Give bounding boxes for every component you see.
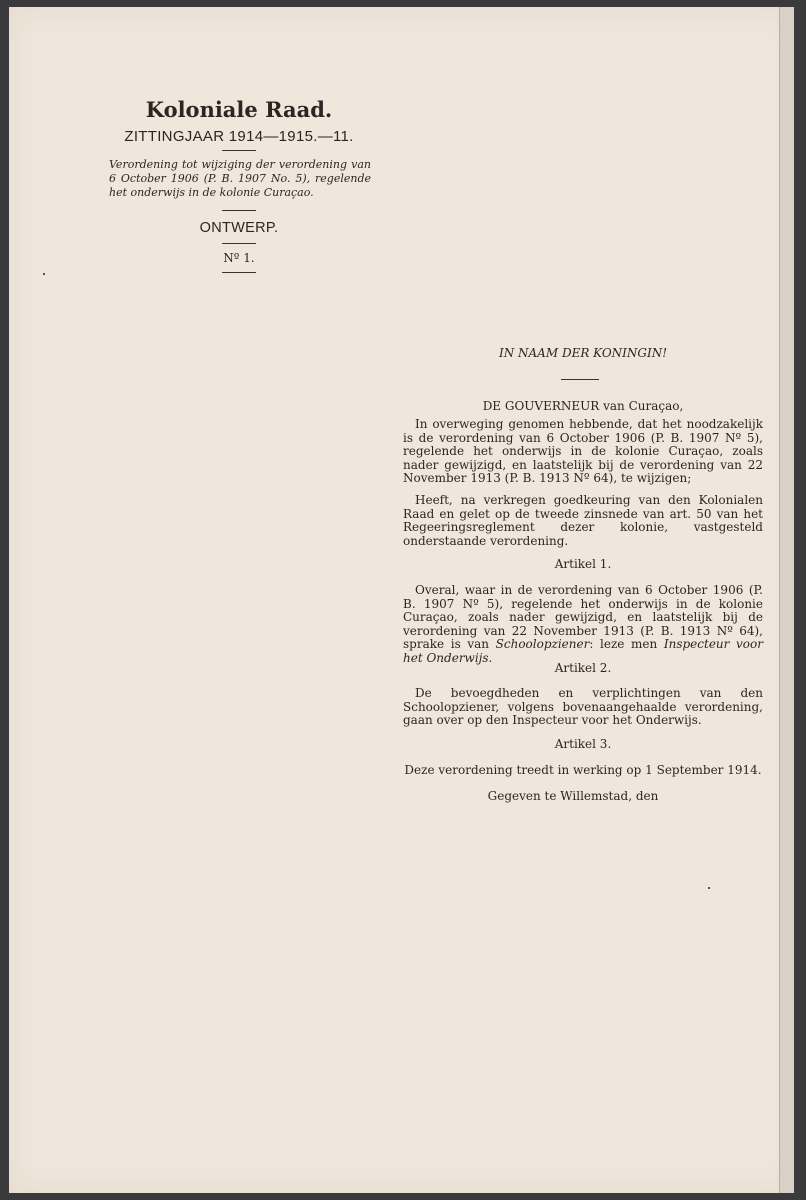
preamble: IN NAAM DER KONINGIN! [498, 346, 668, 360]
divider [222, 210, 256, 211]
session-year: ZITTINGJAAR 1914—1915.—11. [124, 128, 354, 145]
article-1-text: Overal, waar in de verordening van 6 October 1906 (P. B. 1907 Nº 5), regelende het onderwijs in de kolonie Curaçao, zoals nader gewijzigd, en laatstelijk bij de verordening van 22 November 1913 (P. B. 1913 Nº 64), sprake is van Schoolopziener: leze men Inspecteur voor het Onderwijs. [403, 583, 763, 665]
article-3-text: Deze verordening treedt in werking op 1 September 1914. [404, 763, 762, 777]
divider [222, 150, 256, 151]
ordinance-description: Verordening tot wijziging der verordening van 6 October 1906 (P. B. 1907 No. 5), regelende het onderwijs in de kolonie Curaçao. [109, 158, 371, 199]
divider [561, 379, 599, 380]
page-edge [779, 7, 794, 1193]
draft-label: ONTWERP. [199, 220, 279, 236]
approval-paragraph: Heeft, na verkregen goedkeuring van den Kolonialen Raad en gelet op de tweede zinsnede van art. 50 van het Regeeringsreglement dezer kolonie, vastgesteld onderstaande verordening. [403, 493, 763, 548]
council-title: Koloniale Raad. [145, 97, 333, 122]
governor-line: DE GOUVERNEUR van Curaçao, [482, 399, 684, 413]
considering-paragraph: In overweging genomen hebbende, dat het noodzakelijk is de verordening van 6 October 1906 (P. B. 1907 Nº 5), regelende het onderwijs in de kolonie Curaçao, zoals nader gewijzigd, en laatstelijk bij de verordening van 22 November 1913 (P. B. 1913 Nº 64), te wijzigen; [403, 417, 763, 485]
signoff-line: Gegeven te Willemstad, den [487, 789, 659, 803]
paper-speck [708, 887, 710, 889]
divider [222, 243, 256, 244]
article-2-heading: Artikel 2. [554, 661, 612, 675]
divider [222, 272, 256, 273]
paper-speck [43, 273, 45, 275]
article-2-text: De bevoegdheden en verplichtingen van den Schoolopziener, volgens bovenaangehaalde verordening, gaan over op den Inspecteur voor het Onderwijs. [403, 686, 763, 727]
article-1-heading: Artikel 1. [554, 557, 612, 571]
document-page [9, 7, 794, 1193]
article-3-heading: Artikel 3. [554, 737, 612, 751]
draft-number: Nº 1. [223, 251, 255, 265]
